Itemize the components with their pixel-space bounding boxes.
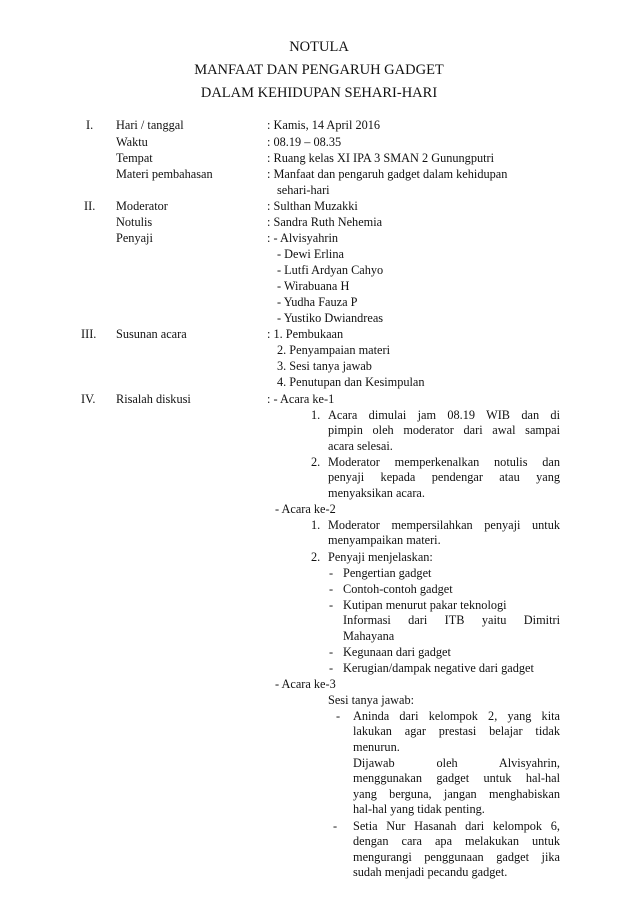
doc-title-line2: MANFAAT DAN PENGARUH GADGET	[194, 62, 444, 78]
bullet-dash: -	[329, 645, 334, 659]
field-label: Tempat	[116, 151, 153, 165]
agenda-heading: - Acara ke-2	[275, 502, 336, 516]
list-number: 1.	[311, 518, 321, 532]
bullet-text: Contoh-contoh gadget	[343, 582, 453, 596]
list-item: 4. Penutupan dan Kesimpulan	[277, 375, 425, 389]
field-label: Materi pembahasan	[116, 167, 213, 181]
list-item: - Yustiko Dwiandreas	[277, 311, 384, 325]
section-number: I.	[86, 118, 94, 132]
field-value: : Sulthan Muzakki	[267, 199, 358, 213]
field-label: Waktu	[116, 135, 148, 149]
list-number: 2.	[311, 550, 321, 564]
doc-title-line3: DALAM KEHIDUPAN SEHARI-HARI	[200, 85, 438, 101]
list-item-text: Moderator memperkenalkan notulis dan penyaji kepada pendengar atau yang menyaksikan acara.	[328, 455, 560, 500]
field-value: : Manfaat dan pengaruh gadget dalam kehidupan	[267, 167, 508, 181]
bullet-text: Kerugian/dampak negative dari gadget	[343, 661, 534, 675]
field-value: : 08.19 – 08.35	[267, 135, 342, 149]
list-number: 2.	[311, 455, 321, 469]
list-item: 3. Sesi tanya jawab	[277, 359, 372, 373]
sesi-label: Sesi tanya jawab:	[328, 693, 415, 707]
bullet-dash: -	[329, 661, 334, 675]
field-value: : Kamis, 14 April 2016	[267, 118, 381, 132]
section-number: II.	[84, 199, 96, 213]
answer-text: Dijawab oleh Alvisyahrin, menggunakan gadget untuk hal-hal yang berguna, jangan menghabiskan hal-hal yang tidak penting.	[353, 756, 560, 816]
bullet-dash: -	[333, 819, 338, 833]
field-label: Notulis	[116, 215, 153, 229]
list-item: - Dewi Erlina	[277, 247, 344, 261]
bullet-dash: -	[329, 598, 334, 612]
list-item-text: Moderator mempersilahkan penyaji untuk menyampaikan materi.	[328, 518, 560, 548]
field-label: Hari / tanggal	[116, 118, 184, 132]
field-label: Moderator	[116, 199, 168, 213]
list-item: - Wirabuana H	[277, 279, 350, 293]
bullet-dash: -	[329, 566, 334, 580]
bullet-text: Kegunaan dari gadget	[343, 645, 451, 659]
section-number: III.	[81, 327, 97, 341]
agenda-heading: : - Acara ke-1	[267, 392, 335, 406]
list-item: - Lutfi Ardyan Cahyo	[277, 263, 384, 277]
list-item: : 1. Pembukaan	[267, 327, 344, 341]
list-number: 1.	[311, 408, 321, 422]
bullet-dash: -	[329, 582, 334, 596]
bullet-text: Kutipan menurut pakar teknologi Informasi dari ITB yaitu Dimitri Mahayana	[343, 598, 560, 643]
bullet-text: Pengertian gadget	[343, 566, 432, 580]
field-label: Risalah diskusi	[116, 392, 191, 406]
question-text: Aninda dari kelompok 2, yang kita lakukan agar prestasi belajar tidak menurun.	[353, 709, 560, 754]
agenda-heading: - Acara ke-3	[275, 677, 336, 691]
list-item: 2. Penyampaian materi	[277, 343, 391, 357]
list-item: - Yudha Fauza P	[277, 295, 358, 309]
field-value: : Ruang kelas XI IPA 3 SMAN 2 Gunungputri	[267, 151, 495, 165]
field-label: Susunan acara	[116, 327, 187, 341]
doc-title-line1: NOTULA	[289, 39, 349, 55]
list-item: : - Alvisyahrin	[267, 231, 339, 245]
question-text: Setia Nur Hasanah dari kelompok 6, dengan cara apa melakukan untuk mengurangi penggunaan gadget jika sudah menjadi pecandu gadget.	[353, 819, 560, 879]
section-number: IV.	[81, 392, 96, 406]
field-label: Penyaji	[116, 231, 153, 245]
list-item-text: Acara dimulai jam 08.19 WIB dan di pimpin oleh moderator dari awal sampai acara selesai.	[328, 408, 560, 453]
list-item-text: Penyaji menjelaskan:	[328, 550, 433, 564]
field-value: : Sandra Ruth Nehemia	[267, 215, 383, 229]
field-value-continued: sehari-hari	[277, 183, 330, 197]
bullet-dash: -	[336, 709, 341, 723]
